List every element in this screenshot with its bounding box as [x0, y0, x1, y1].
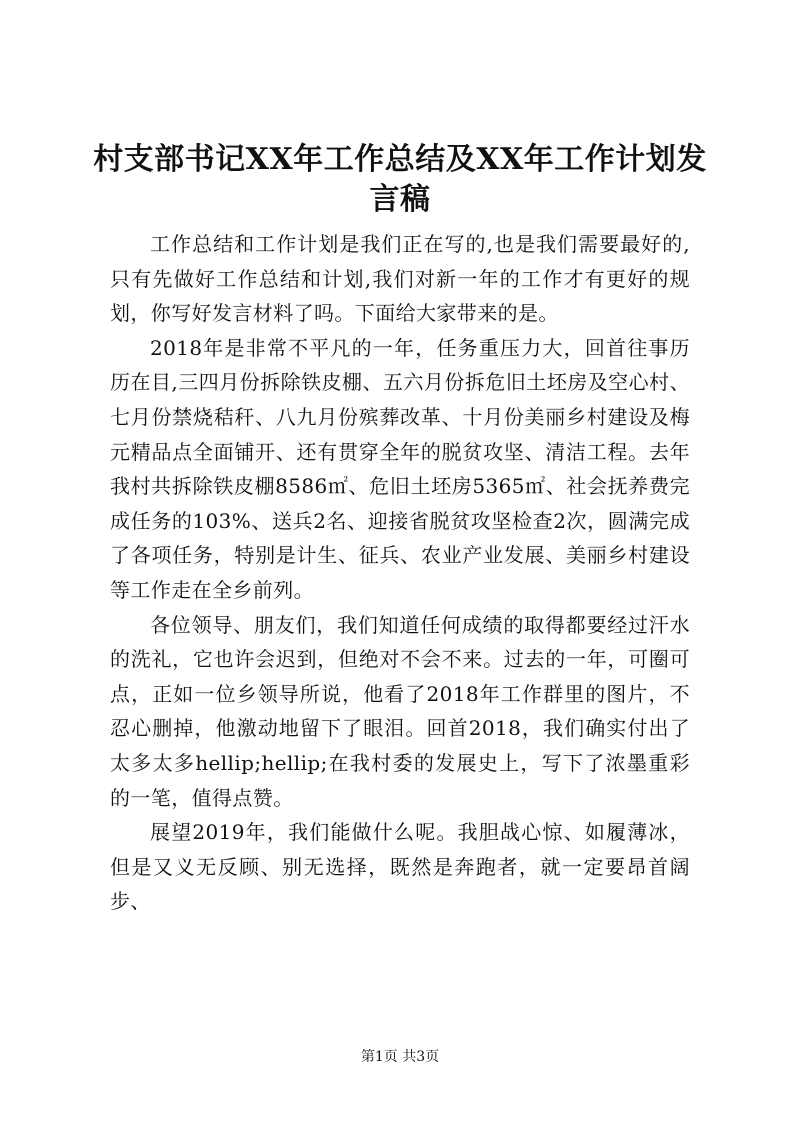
document-body [110, 227, 690, 919]
paragraph-2018-review: 2018年是非常不平凡的一年，任务重压力大，回首往事历历在目,三四月份拆除铁皮棚、五六月份拆危旧土坯房及空心村、七月份禁烧秸秆、八九月份殡葬改革、十月份美丽乡村建设及梅元精品点全面铺开、还有贯穿全年的脱贫攻坚、清洁工程。去年我村共拆除铁皮棚8586㎡、危旧土坯房5365㎡、社会抚养费完成任务的103%、送兵2名、迎接省脱贫攻坚检查2次，圆满完成了各项任务，特别是计生、征兵、农业产业发展、美丽乡村建设等工作走在全乡前列。 [110, 335, 690, 602]
paragraph-achievements: 各位领导、朋友们，我们知道任何成绩的取得都要经过汗水的洗礼，它也许会迟到，但绝对不会不来。过去的一年，可圈可点，正如一位乡领导所说，他看了2018年工作群里的图片，不忍心删掉，他激动地留下了眼泪。回首2018，我们确实付出了太多太多hellip;hellip;在我村委的发展史上，写下了浓墨重彩的一笔，值得点赞。 [110, 612, 690, 810]
document-title: 村支部书记XX年工作总结及XX年工作计划发言稿 [93, 142, 707, 217]
page-footer: 第1页 共3页 [360, 1049, 440, 1065]
paragraph-intro: 工作总结和工作计划是我们正在写的,也是我们需要最好的,只有先做好工作总结和计划,我们对新一年的工作才有更好的规划，你写好发言材料了吗。下面给大家带来的是。 [110, 232, 690, 326]
paragraph-2019-outlook: 展望2019年，我们能做什么呢。我胆战心惊、如履薄冰，但是又义无反顾、别无选择，既然是奔跑者，就一定要昂首阔步、 [110, 820, 690, 914]
